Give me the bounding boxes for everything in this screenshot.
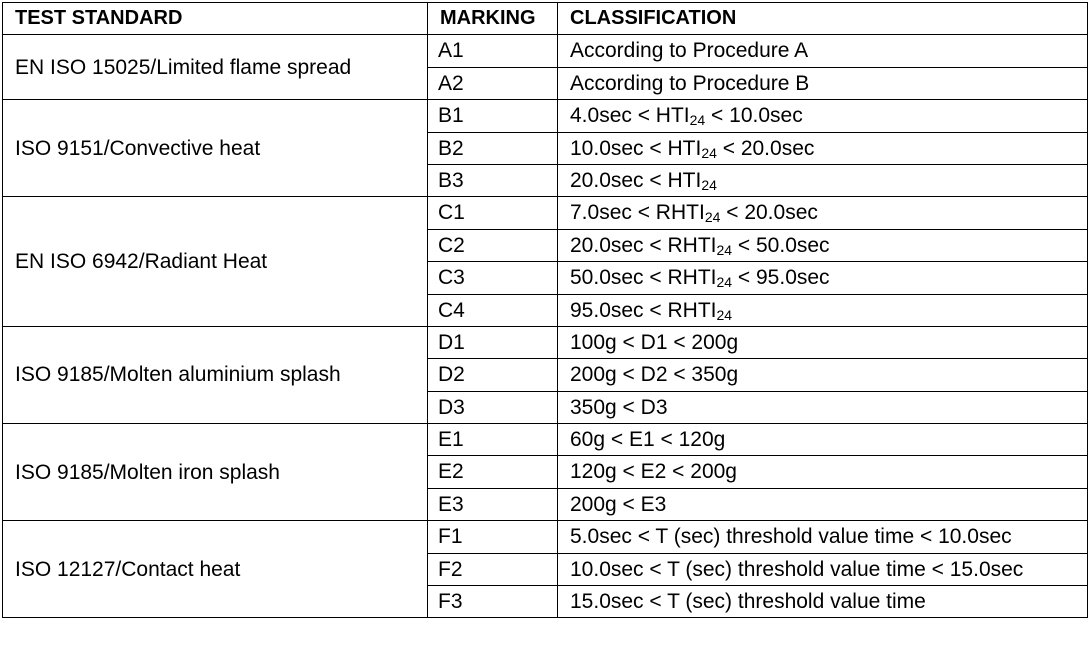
header-row <box>3 3 1088 35</box>
classification-text: 7.0sec < RHTI <box>570 201 705 225</box>
classification-cell <box>558 132 1088 164</box>
subscript-text: 24 <box>716 241 733 258</box>
header-test-standard: TEST STANDARD <box>3 3 428 35</box>
marking-cell: B2 <box>428 132 558 164</box>
marking-cell: C2 <box>428 229 558 261</box>
classification-cell <box>558 359 1088 391</box>
marking-cell: A1 <box>428 35 558 67</box>
classification-cell <box>558 553 1088 585</box>
test-standard-cell: ISO 9151/Convective heat <box>3 100 428 197</box>
classification-text: 4.0sec < HTI <box>570 104 690 128</box>
subscript-text: 24 <box>689 112 706 129</box>
classification-cell <box>558 262 1088 294</box>
classification-text: 350g < D3 <box>570 395 668 419</box>
header-marking: MARKING <box>428 3 558 35</box>
classification-cell <box>558 294 1088 326</box>
marking-cell: D1 <box>428 326 558 358</box>
classification-cell <box>558 586 1088 618</box>
classification-text: 50.0sec < RHTI <box>570 266 717 290</box>
table-body <box>3 35 1088 618</box>
classification-text: According to Procedure A <box>570 39 809 63</box>
classification-text-suffix: < 20.0sec <box>716 136 815 160</box>
classification-text: 200g < D2 < 350g <box>570 363 739 387</box>
classification-text: 10.0sec < T (sec) threshold value time < 15.0sec <box>570 557 1024 581</box>
subscript-text: 24 <box>704 209 721 226</box>
table-row <box>3 326 1088 358</box>
marking-cell: F1 <box>428 521 558 553</box>
marking-cell: C4 <box>428 294 558 326</box>
classification-text: 5.0sec < T (sec) threshold value time < 10.0sec <box>570 525 1012 549</box>
test-standard-cell: EN ISO 15025/Limited flame spread <box>3 35 428 100</box>
marking-cell: C1 <box>428 197 558 229</box>
classification-cell <box>558 35 1088 67</box>
test-standard-cell: ISO 9185/Molten iron splash <box>3 424 428 521</box>
classification-cell <box>558 326 1088 358</box>
classification-cell <box>558 164 1088 196</box>
marking-cell: B1 <box>428 100 558 132</box>
classification-text: 20.0sec < RHTI <box>570 233 717 257</box>
classification-text: According to Procedure B <box>570 71 810 95</box>
test-standard-cell: ISO 9185/Molten aluminium splash <box>3 326 428 423</box>
classification-text-suffix: < 20.0sec <box>720 201 818 225</box>
marking-cell: F3 <box>428 586 558 618</box>
classification-text: 100g < D1 < 200g <box>570 330 739 354</box>
classification-cell <box>558 67 1088 99</box>
classification-cell <box>558 100 1088 132</box>
header-classification: CLASSIFICATION <box>558 3 1088 35</box>
subscript-text: 24 <box>716 306 733 323</box>
classification-text: 120g < E2 < 200g <box>570 460 737 484</box>
classification-text-suffix: < 95.0sec <box>732 266 830 290</box>
marking-cell: D3 <box>428 391 558 423</box>
marking-cell: E1 <box>428 424 558 456</box>
marking-cell: A2 <box>428 67 558 99</box>
classification-text-suffix: < 10.0sec <box>705 104 803 128</box>
classification-text: 95.0sec < RHTI <box>570 298 717 322</box>
classification-text: 15.0sec < T (sec) threshold value time <box>570 590 926 614</box>
subscript-text: 24 <box>701 144 717 161</box>
classification-cell <box>558 229 1088 261</box>
classification-text: 10.0sec < HTI <box>570 136 702 160</box>
classification-cell <box>558 521 1088 553</box>
classification-cell <box>558 391 1088 423</box>
classification-text: 20.0sec < HTI <box>570 168 702 192</box>
classification-cell <box>558 197 1088 229</box>
table-row <box>3 100 1088 132</box>
marking-cell: C3 <box>428 262 558 294</box>
classification-cell <box>558 424 1088 456</box>
classification-text: 200g < E3 <box>570 492 667 516</box>
marking-cell: E3 <box>428 488 558 520</box>
classification-text: 60g < E1 < 120g <box>570 428 726 452</box>
marking-cell: B3 <box>428 164 558 196</box>
test-standard-cell: EN ISO 6942/Radiant Heat <box>3 197 428 327</box>
marking-cell: D2 <box>428 359 558 391</box>
marking-cell: E2 <box>428 456 558 488</box>
classification-cell <box>558 488 1088 520</box>
classification-text-suffix: < 50.0sec <box>732 233 830 257</box>
table-row <box>3 35 1088 67</box>
marking-cell: F2 <box>428 553 558 585</box>
classification-table <box>2 2 1088 618</box>
classification-cell <box>558 456 1088 488</box>
test-standard-cell: ISO 12127/Contact heat <box>3 521 428 618</box>
table-row <box>3 197 1088 229</box>
table-row <box>3 521 1088 553</box>
subscript-text: 24 <box>701 176 717 193</box>
subscript-text: 24 <box>716 274 733 291</box>
table-row <box>3 424 1088 456</box>
